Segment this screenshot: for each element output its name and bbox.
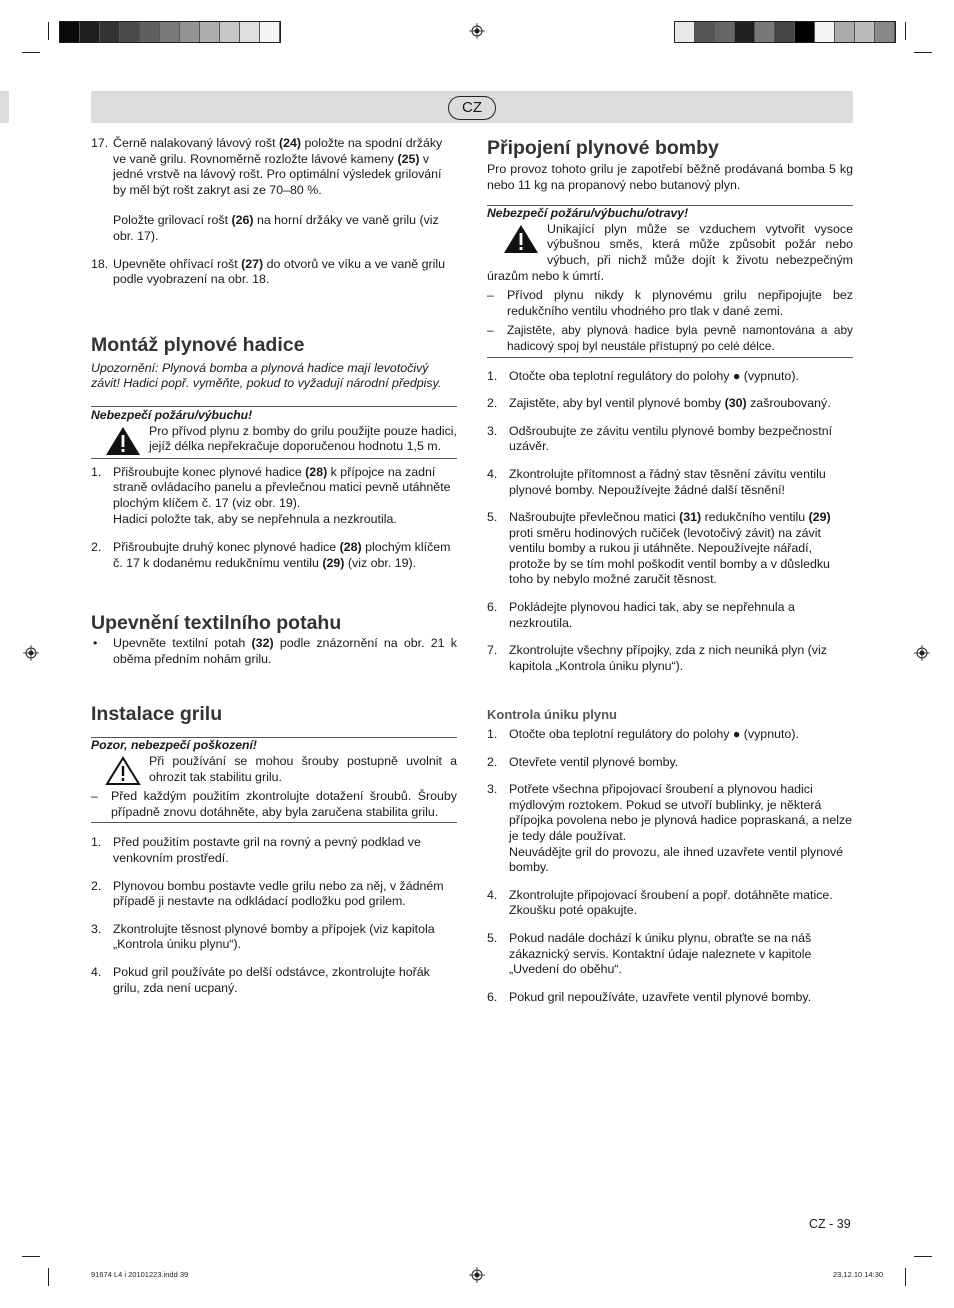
crop-mark (48, 1268, 49, 1286)
color-bar-left (59, 21, 281, 43)
crop-mark (914, 52, 932, 53)
page-number: CZ - 39 (809, 1217, 851, 1231)
gas-step-3: 3. Odšroubujte ze závitu ventilu plynové bomby bezpečnostní uzávěr. (487, 423, 833, 454)
edge-strip (0, 91, 9, 123)
warning-heading: Pozor, nebezpečí poškození! (91, 738, 257, 753)
leak-step: 5. Pokud nadále dochází k úniku plynu, obraťte se na náš zákaznický servis. Kontaktní údaje naleznete v kapitole „Uvedení do oběhu“. (487, 930, 812, 977)
language-badge: CZ (448, 96, 496, 120)
left-column (91, 136, 457, 996)
warning-triangle-icon (503, 224, 539, 254)
leak-step: 1. Otočte oba teplotní regulátory do polohy ● (vypnuto). (487, 727, 799, 742)
registration-mark-icon (469, 1267, 485, 1283)
gas-step-2: 2. Zajistěte, aby byl ventil plynové bomby (30) zašroubovaný. (487, 396, 831, 411)
install-steps (91, 835, 457, 996)
registration-mark-icon (23, 645, 39, 661)
gas-step-6: 6. Pokládejte plynovou hadici tak, aby se nepřehnula a nezkroutila. (487, 600, 795, 630)
step-17-text: Černě nalakovaný lávový rošt (24) položte na spodní držáky ve vaně grilu. Rovnoměrně rozložte lávové kameny (25) v jedné vrstvě na lávový rošt. Pro optimální výsledek grilování by měl být rošt zakryt asi ze 70–80 %. (113, 136, 443, 197)
leak-step: 3. Potřete všechna připojovací šroubení a plynovou hadici mýdlovým roztokem. Pokud se utvoří bublinky, je některá přípojka povolena nebo je plynová hadice popraskaná, a nelze je tedy dále používat. Neuvádějte gril do provozu, ale ihned uzavřete ventil plynové bomby. (487, 782, 853, 875)
color-bar-right (674, 21, 896, 43)
registration-mark-icon (914, 645, 930, 661)
leak-step: 4. Zkontrolujte připojovací šroubení a popř. dotáhněte matice. Zkoušku poté opakujte. (487, 887, 833, 918)
leak-steps (487, 727, 853, 1005)
hose-step-2: 2. Přišroubujte druhý konec plynové hadice (28) plochým klíčem č. 17 k dodanému redukčnímu ventilu (29) (viz obr. 19). (91, 540, 451, 570)
warning-block: Pro přívod plynu z bomby do grilu použijte pouze hadici, jejíž délka nepřekračuje doporučenou hodnotu 1,5 m. (91, 424, 457, 455)
warning-block: Unikající plyn může se vzduchem vytvořit vysoce výbušnou směs, která může způsobit požár nebo výbuch, při nichž může dojít k životu nebezpečným úrazům nebo k úmrtí. (487, 221, 853, 283)
gas-step-4: 4. Zkontrolujte přítomnost a řádný stav těsnění závitu ventilu plynové bomby. Nepoužívejte žádné další těsnění! (487, 466, 826, 497)
gas-dash-item: – Zajistěte, aby plynová hadice byla pevně namontována a aby hadicový spoj byl neustále přístupný po celé délce. (487, 323, 853, 353)
step-18: 18. Upevněte ohřívací rošt (27) do otvorů ve víku a ve vaně grilu podle vyobrazení na obr. 18. (91, 257, 457, 288)
warning-triangle-icon (105, 426, 141, 456)
gas-intro: Pro provoz tohoto grilu je zapotřebí běžně prodávaná bomba 5 kg nebo 11 kg na propanový nebo butanový plyn. (487, 162, 853, 192)
warning-heading: Nebezpečí požáru/výbuchu/otravy! (487, 206, 689, 221)
crop-mark (905, 22, 906, 40)
step-17: 17. Černě nalakovaný lávový rošt (24) položte na spodní držáky ve vaně grilu. Rovnoměrně rozložte lávové kameny (25) v jedné vrstvě na lávový rošt. Pro optimální výsledek grilování by měl být rošt zakryt asi ze 70–80 %. Položte grilovací rošt (26) na horní držáky ve vaně grilu (viz obr. 17). (91, 136, 457, 245)
warning-triangle-icon (105, 756, 141, 786)
footer-timestamp: 23.12.10 14:30 (833, 1270, 884, 1279)
warning-heading: Nebezpečí požáru/výbuchu! (91, 407, 253, 422)
registration-mark-icon (469, 23, 485, 39)
install-step: 1. Před použitím postavte gril na rovný a pevný podklad ve venkovním prostředí. (91, 835, 421, 866)
leak-step: 2. Otevřete ventil plynové bomby. (487, 754, 679, 769)
footer-file-info: 91674 L4 i 20101223.indd 39 (91, 1270, 189, 1279)
section-title-cover: Upevnění textilního potahu (91, 612, 342, 635)
hose-note: Upozornění: Plynová bomba a plynová hadice mají levotočivý závit! Hadici popř. vyměňte, pokud to vyžadují národní předpisy. (91, 360, 442, 391)
crop-mark (914, 1256, 932, 1257)
leak-step: 6. Pokud gril nepoužíváte, uzavřete ventil plynové bomby. (487, 989, 812, 1004)
install-step: 3. Zkontrolujte těsnost plynové bomby a přípojek (viz kapitola „Kontrola úniku plynu“). (91, 921, 435, 952)
cover-bullet: • Upevněte textilní potah (32) podle znázornění na obr. 21 k oběma předním nohám grilu. (93, 636, 457, 666)
warning-block: Při používání se mohou šrouby postupně uvolnit a ohrozit tak stabilitu grilu. (91, 754, 457, 785)
crop-mark (22, 1256, 40, 1257)
right-column (487, 136, 853, 1005)
gas-step-5: 5. Našroubujte převlečnou matici (31) redukčního ventilu (29) proti směru hodinových ručiček (levotočivý závit) na závit ventilu bomby a rukou ji utáhněte. Nepoužívejte nářadí, protože by se tím mohl poškodit ventil bomby a v důsledku toho by nebylo možné zaručit těsnost. (487, 510, 831, 587)
install-step: 2. Plynovou bombu postavte vedle grilu nebo za něj, v žádném případě ji nestavte na odkládací podložku pod grilem. (91, 878, 444, 909)
step-17-text-2: Položte grilovací rošt (26) na horní držáky ve vaně grilu (viz obr. 17). (113, 213, 439, 243)
subsection-title-leak: Kontrola úniku plynu (487, 707, 617, 723)
step-18-text: Upevněte ohřívací rošt (27) do otvorů ve víku a ve vaně grilu podle vyobrazení na obr. 18. (113, 256, 445, 287)
crop-mark (22, 52, 40, 53)
section-title-hose: Montáž plynové hadice (91, 333, 305, 356)
gas-step-1: 1. Otočte oba teplotní regulátory do polohy ● (vypnuto). (487, 368, 799, 383)
section-title-install: Instalace grilu (91, 703, 223, 726)
hose-step-1: 1. Přišroubujte konec plynové hadice (28) k přípojce na zadní straně ovládacího panelu a převlečnou matici pevně utáhněte plochým klíčem č. 17 (viz obr. 19). Hadici položte tak, aby se nepřehnula a nezkroutila. (91, 464, 451, 526)
install-step: 4. Pokud gril používáte po delší odstávce, zkontrolujte hořák grilu, zda není ucpaný. (91, 965, 430, 995)
section-title-gas-bottle: Připojení plynové bomby (487, 137, 719, 159)
gas-dash-item: – Přívod plynu nikdy k plynovému grilu nepřipojujte bez redukčního ventilu vhodného pro tlak v dané zemi. (487, 288, 853, 318)
crop-mark (48, 22, 49, 40)
install-dash-item: – Před každým použitím zkontrolujte dotažení šroubů. Šrouby případně znovu dotáhněte, aby byla zaručena stabilita grilu. (91, 789, 457, 819)
crop-mark (905, 1268, 906, 1286)
gas-step-7: 7. Zkontrolujte všechny přípojky, zda z nich neuniká plyn (viz kapitola „Kontrola úniku plynu“). (487, 643, 827, 673)
